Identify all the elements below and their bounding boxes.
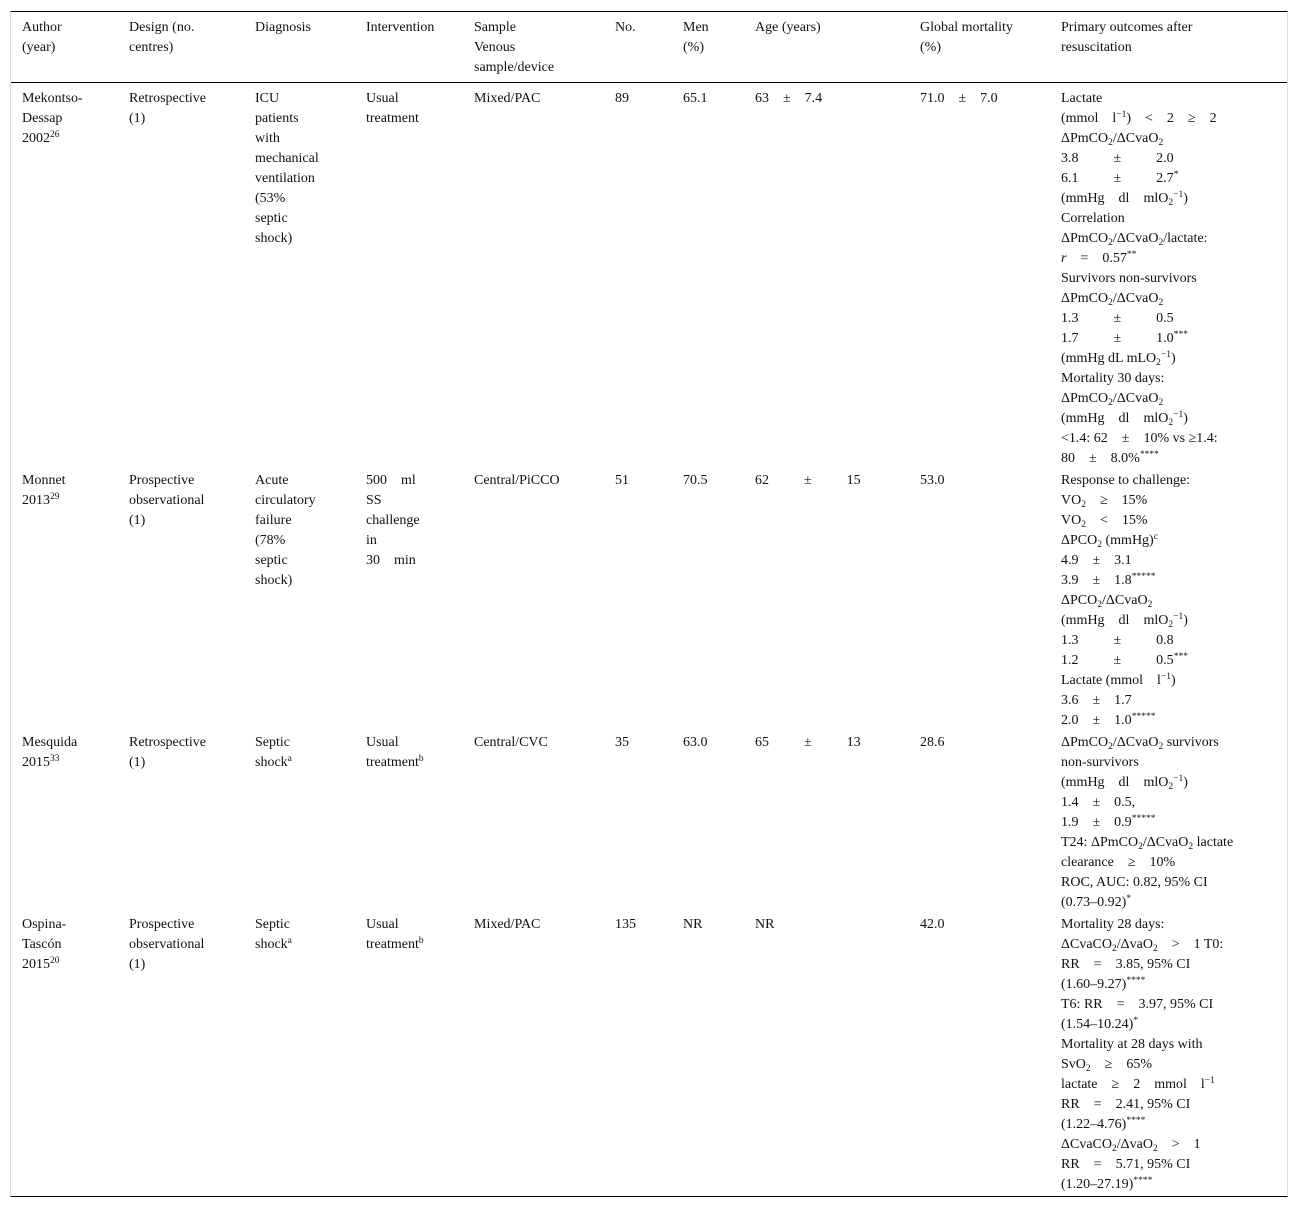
sample-cell bbox=[474, 89, 540, 109]
cell-line: ΔPmCO$_2$/ΔCvaO$_2$ bbox=[1061, 291, 1164, 308]
header-no bbox=[615, 18, 636, 38]
cell-line: 65.1 bbox=[683, 91, 708, 106]
cell-line: Primary outcomes after bbox=[1061, 20, 1193, 35]
cell-line: (78% bbox=[255, 533, 286, 548]
outcomes-cell bbox=[1061, 733, 1233, 913]
header-men bbox=[683, 18, 709, 58]
cell-line: (mmHg dl mlO$_2^{-1}$) bbox=[1061, 612, 1188, 630]
cell-line: (1) bbox=[129, 513, 146, 528]
cell-line: Central/PiCCO bbox=[474, 473, 560, 488]
cell-line: <1.4: 62 ± 10% vs ≥1.4: bbox=[1061, 431, 1218, 446]
cell-line: (mmol $l^{-1}$) < 2 ≥ 2 bbox=[1061, 110, 1217, 126]
cell-line: septic bbox=[255, 211, 288, 226]
cell-line: 2.0 ± 1.0***** bbox=[1061, 712, 1156, 728]
sample-cell bbox=[474, 915, 540, 935]
study-table bbox=[10, 11, 1288, 1197]
mortality-cell bbox=[920, 471, 945, 491]
cell-line: Author bbox=[22, 20, 62, 35]
intervention-cell bbox=[366, 471, 420, 571]
cell-line: Design (no. bbox=[129, 20, 195, 35]
count-cell bbox=[615, 915, 636, 935]
cell-line: treatment$^b$ bbox=[366, 754, 424, 770]
cell-line: Ospina- bbox=[22, 917, 67, 932]
cell-line: (mmHg dl mlO$_2^{-1}$) bbox=[1061, 774, 1188, 792]
cell-line: 135 bbox=[615, 917, 636, 932]
cell-line: T6: RR = 3.97, 95% CI bbox=[1061, 997, 1214, 1012]
cell-line: Mortality 30 days: bbox=[1061, 371, 1165, 386]
cell-line: Retrospective bbox=[129, 91, 206, 106]
men-percent-cell bbox=[683, 915, 702, 935]
cell-line: Prospective bbox=[129, 473, 195, 488]
cell-line: ICU bbox=[255, 91, 280, 106]
cell-line: septic bbox=[255, 553, 288, 568]
author-cell bbox=[22, 733, 77, 773]
cell-line: ΔPmCO$_2$/ΔCvaO$_2$/lactate: bbox=[1061, 231, 1208, 248]
cell-line: 3.6 ± 1.7 bbox=[1061, 693, 1132, 708]
cell-line: Mekontso- bbox=[22, 91, 83, 106]
cell-line: Global mortality bbox=[920, 20, 1013, 35]
cell-line: Central/CVC bbox=[474, 735, 548, 750]
cell-line: Mixed/PAC bbox=[474, 91, 541, 106]
design-cell bbox=[129, 471, 204, 531]
cell-line: (1.20–27.19)**** bbox=[1061, 1176, 1153, 1192]
cell-line: Septic bbox=[255, 735, 290, 750]
cell-line: Mixed/PAC bbox=[474, 917, 541, 932]
cell-line: 500 ml bbox=[366, 473, 416, 488]
men-percent-cell bbox=[683, 89, 708, 109]
mortality-cell bbox=[920, 733, 945, 753]
sample-cell bbox=[474, 471, 560, 491]
cell-line: circulatory bbox=[255, 493, 316, 508]
cell-line: Intervention bbox=[366, 20, 435, 35]
cell-line: ΔPmCO$_2$/ΔCvaO$_2$ bbox=[1061, 391, 1164, 408]
cell-line: 1.3 ± 0.8 bbox=[1061, 633, 1174, 648]
cell-line: clearance ≥ 10% bbox=[1061, 855, 1176, 870]
cell-line: shock) bbox=[255, 573, 293, 588]
intervention-cell bbox=[366, 915, 424, 955]
author-cell bbox=[22, 471, 66, 511]
cell-line: SS bbox=[366, 493, 382, 508]
cell-line: observational bbox=[129, 493, 205, 508]
cell-line: 63 ± 7.4 bbox=[755, 91, 823, 106]
cell-line: 89 bbox=[615, 91, 629, 106]
cell-line: ΔCvaCO$_2$/ΔvaO$_2$ > 1 T0: bbox=[1061, 937, 1224, 954]
age-cell bbox=[755, 471, 861, 491]
cell-line: $VO_2$ < 15% bbox=[1061, 513, 1148, 530]
cell-line: Mesquida bbox=[22, 735, 78, 750]
men-percent-cell bbox=[683, 471, 708, 491]
cell-line: ΔPmCO$_2$/ΔCvaO$_2$ survivors bbox=[1061, 735, 1219, 752]
cell-line: sample/device bbox=[474, 60, 555, 75]
design-cell bbox=[129, 915, 204, 975]
cell-line: 6.1 ± 2.7* bbox=[1061, 170, 1179, 186]
cell-line: 2002$^{26}$ bbox=[22, 130, 60, 146]
cell-line: Retrospective bbox=[129, 735, 206, 750]
age-cell bbox=[755, 733, 861, 753]
age-cell bbox=[755, 89, 822, 109]
age-cell bbox=[755, 915, 774, 935]
cell-line: (1.54–10.24)* bbox=[1061, 1016, 1139, 1032]
cell-line: (mmHg dl mlO$_2^{-1}$) bbox=[1061, 410, 1188, 428]
cell-line: observational bbox=[129, 937, 205, 952]
cell-line: 42.0 bbox=[920, 917, 945, 932]
cell-line: 1.3 ± 0.5 bbox=[1061, 311, 1174, 326]
cell-line: Dessap bbox=[22, 111, 63, 126]
cell-line: 70.5 bbox=[683, 473, 708, 488]
diagnosis-cell bbox=[255, 733, 292, 773]
cell-line: RR = 5.71, 95% CI bbox=[1061, 1157, 1191, 1172]
cell-line: (1.22–4.76)**** bbox=[1061, 1116, 1146, 1132]
cell-line: 51 bbox=[615, 473, 629, 488]
cell-line: (1) bbox=[129, 957, 146, 972]
cell-line: shock) bbox=[255, 231, 293, 246]
cell-line: 4.9 ± 3.1 bbox=[1061, 553, 1132, 568]
cell-line: shock$^a$ bbox=[255, 754, 292, 770]
cell-line: (%) bbox=[683, 40, 704, 55]
cell-line: Acute bbox=[255, 473, 289, 488]
cell-line: lactate ≥ 2 mmol $l^{-1}$ bbox=[1061, 1076, 1215, 1092]
cell-line: (year) bbox=[22, 40, 56, 55]
diagnosis-cell bbox=[255, 915, 292, 955]
cell-line: (1) bbox=[129, 755, 146, 770]
cell-line: centres) bbox=[129, 40, 174, 55]
design-cell bbox=[129, 89, 206, 129]
cell-line: Tascón bbox=[22, 937, 62, 952]
outcomes-cell bbox=[1061, 471, 1190, 731]
cell-line: ventilation bbox=[255, 171, 315, 186]
cell-line: Lactate (mmol $l^{-1}$) bbox=[1061, 672, 1176, 688]
intervention-cell bbox=[366, 733, 424, 773]
cell-line: $VO_2$ ≥ 15% bbox=[1061, 493, 1148, 510]
cell-line: 3.8 ± 2.0 bbox=[1061, 151, 1174, 166]
cell-line: 71.0 ± 7.0 bbox=[920, 91, 998, 106]
cell-line: Monnet bbox=[22, 473, 66, 488]
header-age bbox=[755, 18, 821, 38]
cell-line: Age (years) bbox=[755, 20, 821, 35]
author-cell bbox=[22, 915, 66, 975]
cell-line: ROC, AUC: 0.82, 95% CI bbox=[1061, 875, 1208, 890]
count-cell bbox=[615, 89, 629, 109]
header-author bbox=[22, 18, 62, 58]
cell-line: Diagnosis bbox=[255, 20, 311, 35]
cell-line: 80 ± 8.0%**** bbox=[1061, 450, 1159, 466]
cell-line: $\Delta PCO_2/\Delta CvaO_2$ bbox=[1061, 593, 1153, 610]
cell-line: (53% bbox=[255, 191, 286, 206]
cell-line: T24: ΔPmCO$_2$/ΔCvaO$_2$ lactate bbox=[1061, 835, 1234, 852]
cell-line: Mortality 28 days: bbox=[1061, 917, 1165, 932]
mortality-cell bbox=[920, 915, 945, 935]
cell-line: NR bbox=[755, 917, 775, 932]
cell-line: patients bbox=[255, 111, 299, 126]
cell-line: No. bbox=[615, 20, 636, 35]
cell-line: RR = 2.41, 95% CI bbox=[1061, 1097, 1191, 1112]
cell-line: Septic bbox=[255, 917, 290, 932]
table-header bbox=[11, 12, 1287, 83]
cell-line: treatment bbox=[366, 111, 419, 126]
cell-line: shock$^a$ bbox=[255, 936, 292, 952]
count-cell bbox=[615, 733, 629, 753]
header-intervention bbox=[366, 18, 434, 38]
cell-line: NR bbox=[683, 917, 703, 932]
cell-line: (mmHg dl mlO$_2^{-1}$) bbox=[1061, 190, 1188, 208]
cell-line: 35 bbox=[615, 735, 629, 750]
cell-line: ΔPmCO$_2$/ΔCvaO$_2$ bbox=[1061, 131, 1164, 148]
cell-line: 1.2 ± 0.5*** bbox=[1061, 652, 1188, 668]
cell-line: $\Delta PCO_2$ (mmHg)$^c$ bbox=[1061, 532, 1158, 550]
sample-cell bbox=[474, 733, 548, 753]
cell-line: Usual bbox=[366, 917, 399, 932]
header-outcomes bbox=[1061, 18, 1192, 58]
cell-line: Usual bbox=[366, 735, 399, 750]
cell-line: Correlation bbox=[1061, 211, 1125, 226]
cell-line: 1.4 ± 0.5, bbox=[1061, 795, 1136, 810]
cell-line: 1.7 ± 1.0*** bbox=[1061, 330, 1188, 346]
cell-line: in bbox=[366, 533, 377, 548]
cell-line: SvO$_2$ ≥ 65% bbox=[1061, 1057, 1153, 1074]
cell-line: Usual bbox=[366, 91, 399, 106]
cell-line: Venous bbox=[474, 40, 516, 55]
header-diagnosis bbox=[255, 18, 311, 38]
cell-line: non-survivors bbox=[1061, 755, 1139, 770]
cell-line: 28.6 bbox=[920, 735, 945, 750]
design-cell bbox=[129, 733, 206, 773]
cell-line: 2013$^{29}$ bbox=[22, 492, 60, 508]
cell-line: mechanical bbox=[255, 151, 319, 166]
cell-line: Lactate bbox=[1061, 91, 1103, 106]
cell-line: 30 min bbox=[366, 553, 416, 568]
cell-line: Sample bbox=[474, 20, 516, 35]
author-cell bbox=[22, 89, 83, 149]
cell-line: (1) bbox=[129, 111, 146, 126]
cell-line: (mmHg dL mLO$_2^{-1}$) bbox=[1061, 350, 1176, 368]
cell-line: Prospective bbox=[129, 917, 195, 932]
cell-line: Response to challenge: bbox=[1061, 473, 1191, 488]
cell-line: (1.60–9.27)**** bbox=[1061, 976, 1146, 992]
cell-line: (0.73–0.92)* bbox=[1061, 894, 1132, 910]
header-sample bbox=[474, 18, 554, 78]
intervention-cell bbox=[366, 89, 419, 129]
count-cell bbox=[615, 471, 629, 491]
cell-line: 63.0 bbox=[683, 735, 708, 750]
cell-line: RR = 3.85, 95% CI bbox=[1061, 957, 1191, 972]
cell-line: 2015$^{33}$ bbox=[22, 754, 60, 770]
cell-line: 65 ± 13 bbox=[755, 735, 861, 750]
cell-line: 2015$^{20}$ bbox=[22, 956, 60, 972]
cell-line: (%) bbox=[920, 40, 941, 55]
diagnosis-cell bbox=[255, 471, 316, 591]
cell-line: 1.9 ± 0.9***** bbox=[1061, 814, 1156, 830]
header-design bbox=[129, 18, 194, 58]
cell-line: failure bbox=[255, 513, 292, 528]
cell-line: with bbox=[255, 131, 280, 146]
outcomes-cell bbox=[1061, 89, 1218, 469]
cell-line: 3.9 ± 1.8***** bbox=[1061, 572, 1156, 588]
cell-line: challenge bbox=[366, 513, 420, 528]
diagnosis-cell bbox=[255, 89, 319, 249]
cell-line: Survivors non-survivors bbox=[1061, 271, 1197, 286]
cell-line: ΔCvaCO$_2$/ΔvaO$_2$ > 1 bbox=[1061, 1137, 1201, 1154]
cell-line: Men bbox=[683, 20, 709, 35]
cell-line: 53.0 bbox=[920, 473, 945, 488]
outcomes-cell bbox=[1061, 915, 1223, 1195]
men-percent-cell bbox=[683, 733, 708, 753]
cell-line: 62 ± 15 bbox=[755, 473, 861, 488]
header-mortality bbox=[920, 18, 1013, 58]
cell-line: Mortality at 28 days with bbox=[1061, 1037, 1203, 1052]
cell-line: r = 0.57** bbox=[1061, 250, 1137, 266]
cell-line: resuscitation bbox=[1061, 40, 1132, 55]
cell-line: treatment$^b$ bbox=[366, 936, 424, 952]
mortality-cell bbox=[920, 89, 998, 109]
